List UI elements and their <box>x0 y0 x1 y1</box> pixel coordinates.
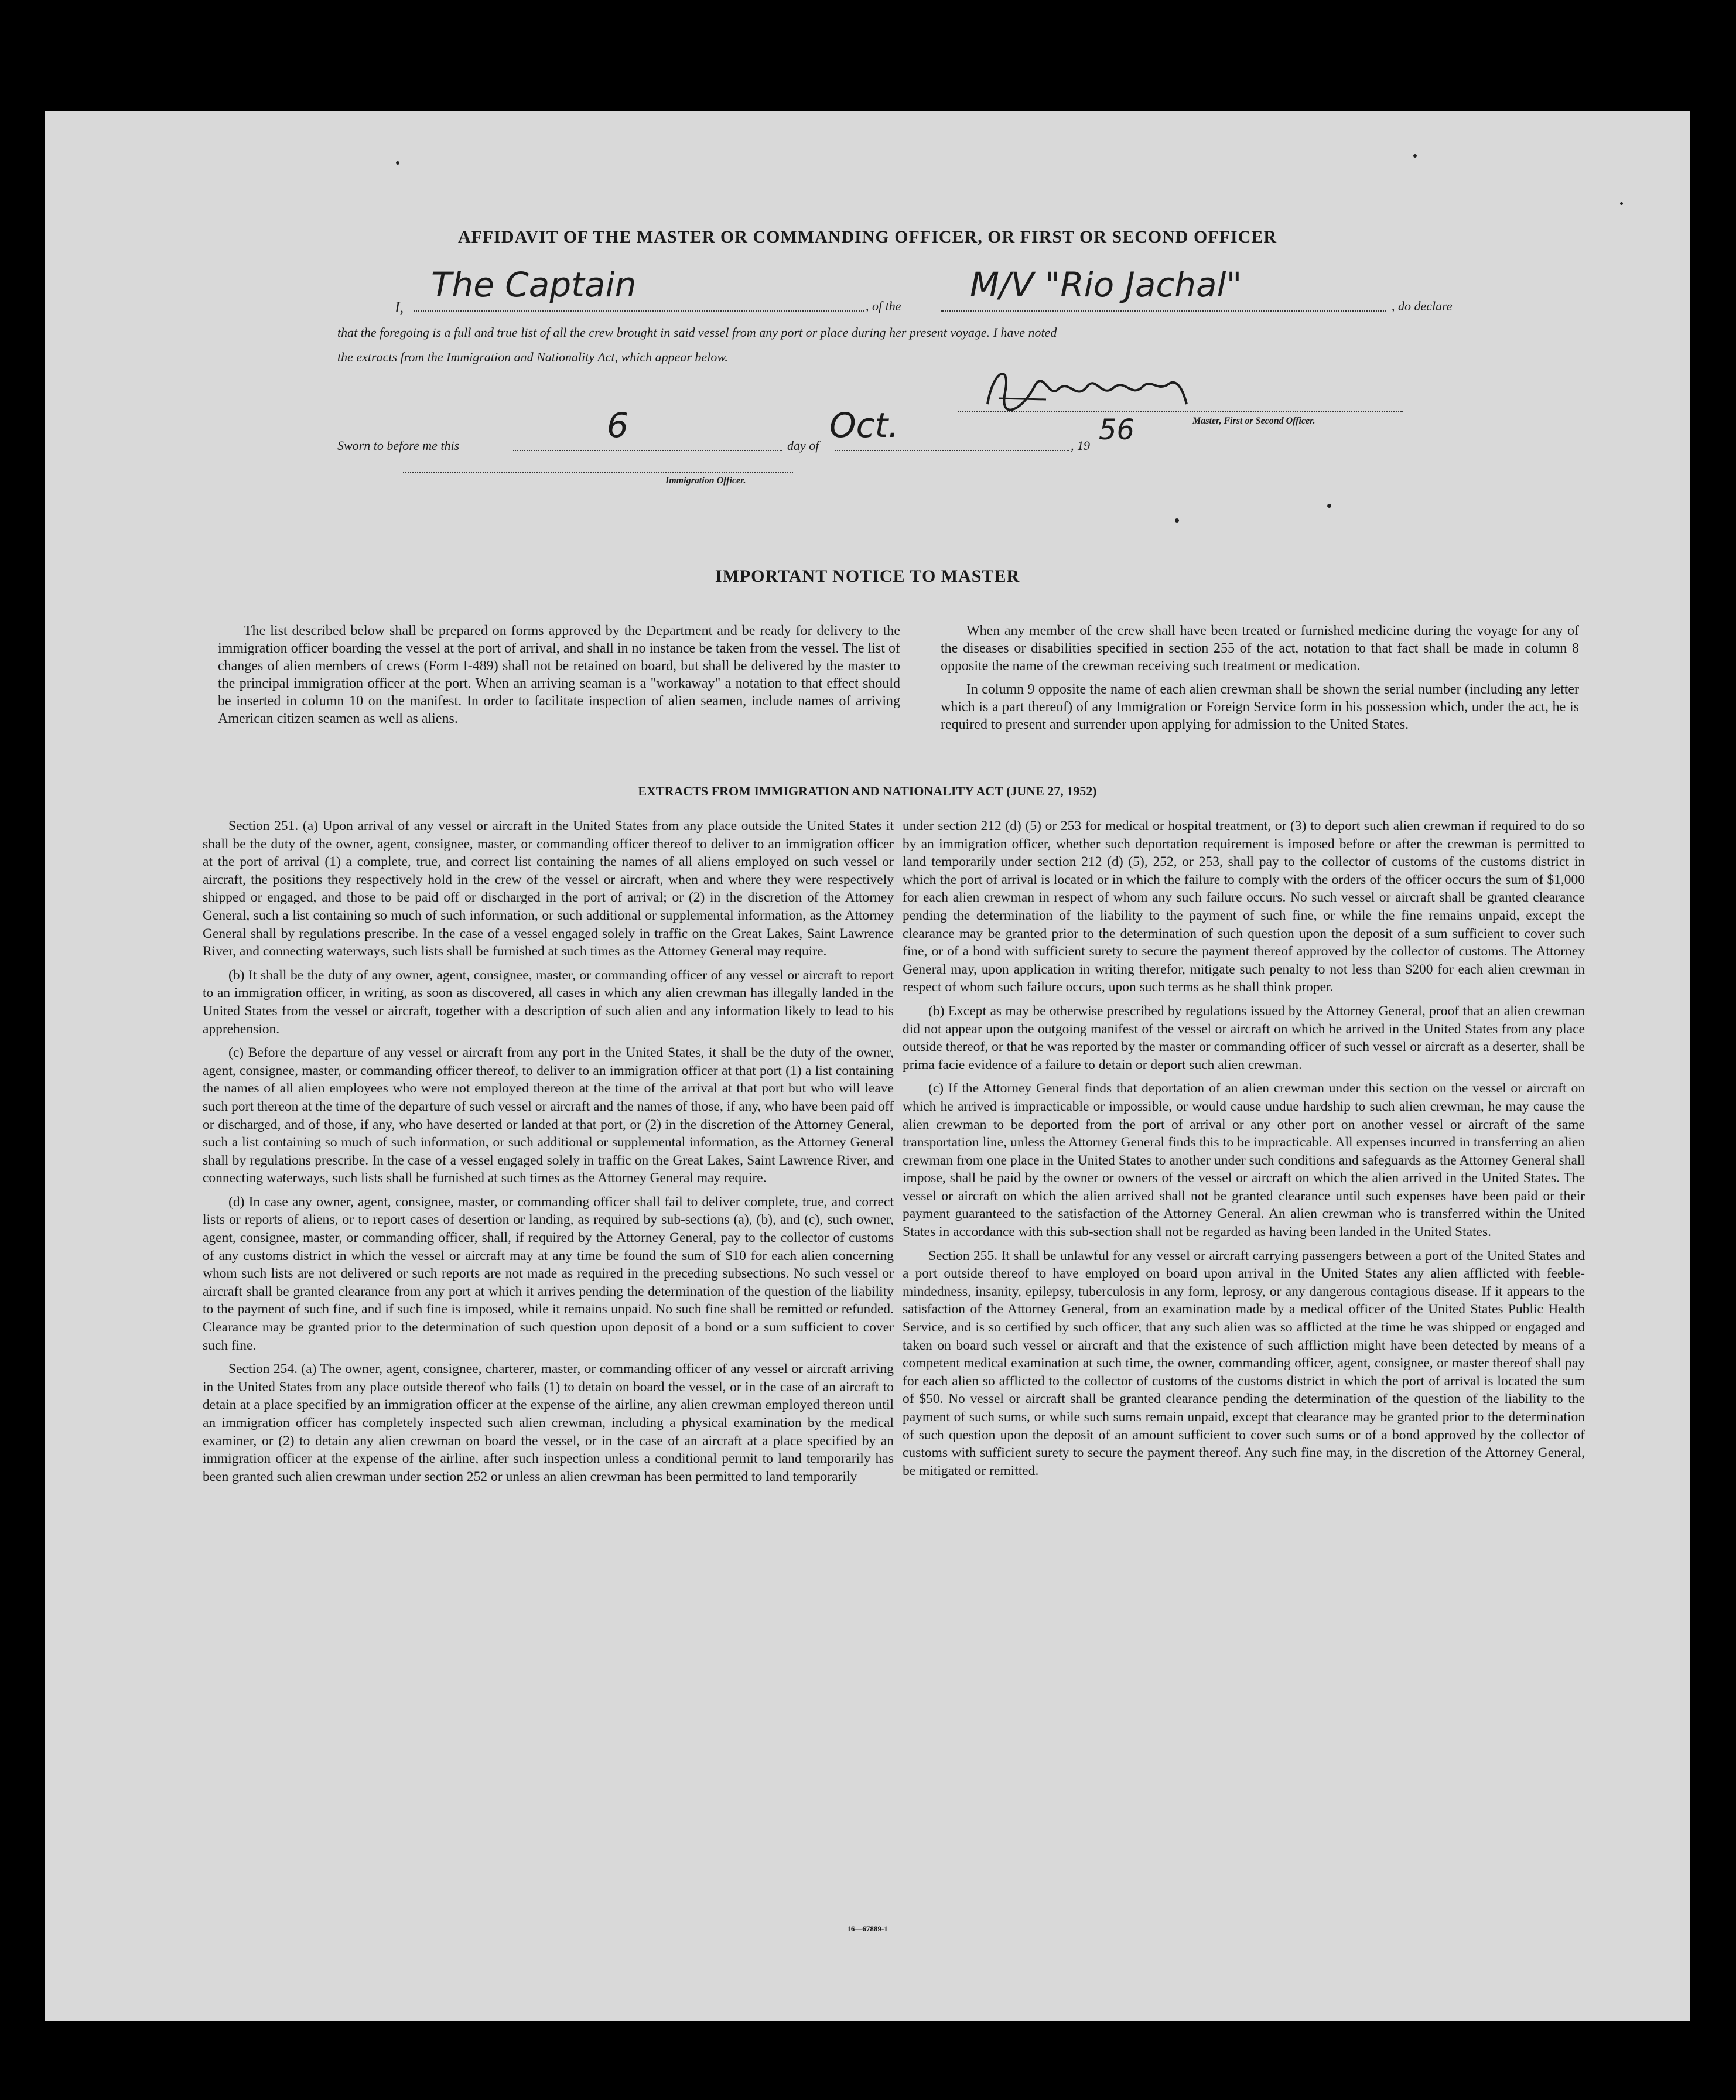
section-paragraph: (c) If the Attorney General finds that deportation of an alien crewman under this section on the vessel or aircraft on which he arrived is impracticable or impossible, or would cause undue hardship to such alien crewman, he may cause the alien crewman to be deported from the port of arrival or any other port on another vessel or aircraft of the same transportation line, unless the Attorney General finds this to be impracticable. All expenses incurred in transferring an alien crewman from one place in the United States to another under such conditions and safeguards as the Attorney General shall impose, shall be paid by the owner or owners of the vessel or aircraft on which the alien arrived in the United States. The vessel or aircraft on which the alien arrived shall not be granted clearance until such expenses have been paid or their payment guaranteed to the satisfaction of the Attorney General. An alien crewman who is transferred within the United States in accordance with this sub-section shall not be regarded as having been landed in the United States. <box>903 1081 1585 1240</box>
extracts-title: EXTRACTS FROM IMMIGRATION AND NATIONALITY ACT (JUNE 27, 1952) <box>638 784 1097 798</box>
year-value: 56 <box>1099 414 1135 446</box>
of-the-label: , of the <box>866 299 901 313</box>
statement-line-2: the extracts from the Immigration and Nationality Act, which appear below. <box>337 350 728 364</box>
vessel-line <box>941 310 1386 312</box>
notice-paragraph: The list described below shall be prepared on forms approved by the Department and be ready for delivery to the immigration officer boarding the vessel at the port of arrival, and shall in no instance be taken from the vessel. The list of changes of alien members of crews (Form I-489) shall not be retained on board, but shall be delivered by the master to the principal immigration officer at the port. When an arriving seaman is a "workaway" a notation to that effect should be inserted in column 10 on the manifest. In order to facilitate inspection of alien seamen, include names of arriving American citizen seamen as well as aliens. <box>218 623 900 726</box>
section-paragraph: Section 251. (a) Upon arrival of any vessel or aircraft in the United States from any place outside the United States it shall be the duty of the owner, agent, consignee, master, or commanding officer thereof to deliver to an immigration officer at the port of arrival (1) a complete, true, and correct list containing the names of all aliens employed on such vessel or aircraft, the positions they respectively hold in the crew of the vessel or aircraft, when and where they were respectively shipped or engaged, and those to be paid off or discharged in the port of arrival; or (2) in the discretion of the Attorney General, such a list containing so much of such information, or such additional or supplemental information, as the Attorney General shall by regulations prescribe. In the case of a vessel engaged solely in traffic on the Great Lakes, Saint Lawrence River, and connecting waterways, such lists shall be furnished at such times as the Attorney General may require. <box>203 818 894 959</box>
extracts-left-column <box>203 817 894 1491</box>
scan-speck <box>1327 504 1331 508</box>
immigration-officer-line <box>403 472 793 473</box>
day-value: 6 <box>607 405 628 445</box>
section-paragraph: (d) In case any owner, agent, consignee, master, or commanding officer shall fail to deliver complete, true, and correct lists or reports of aliens, or to report cases of desertion or landing, as required by sub-sections (a), (b), and (c), such owner, agent, consignee, master, or commanding officer, shall, if required by the Attorney General, pay to the collector of customs of any customs district in which the vessel or aircraft may at any time be found the sum of $10 for each alien concerning whom such lists are not delivered or such reports are not made as required in the preceding subsections. No such vessel or aircraft shall be granted clearance from any port at which it arrives pending the determination of the question of the liability to the payment of such fine, and if such fine is imposed, while it remains unpaid. No such fine shall be remitted or refunded. Clearance may be granted prior to the determination of such question upon deposit of a bond or a sum sufficient to cover such fine. <box>203 1194 894 1353</box>
notice-paragraph: In column 9 opposite the name of each alien crewman shall be shown the serial number (including any letter which is a part thereof) of any Immigration or Foreign Service form in his possession which, under the act, he is required to present and surrender upon applying for admission to the United States. <box>941 682 1579 732</box>
scan-speck <box>1413 154 1417 158</box>
day-line <box>513 450 782 451</box>
captain-signature: The Captain <box>431 265 637 305</box>
notice-title: IMPORTANT NOTICE TO MASTER <box>715 566 1020 586</box>
statement-line-1: that the foregoing is a full and true list of all the crew brought in said vessel from any port or place during her present voyage. I have noted <box>337 325 1057 340</box>
declare-label: , do declare <box>1392 299 1453 313</box>
sworn-label: Sworn to before me this <box>337 438 460 453</box>
section-paragraph: (c) Before the departure of any vessel or aircraft from any port in the United States, it shall be the duty of the owner, agent, consignee, master, or commanding officer thereof, to deliver to an immigration officer at that port (1) a list containing the names of all alien employees who were not employed thereon at the time of the arrival at that port but who will leave such port thereon at the time of the departure of such vessel or aircraft and the names of those, if any, who have been paid off or discharged, and of those, if any, who have deserted or landed at that port, or (2) in the discretion of the Attorney General, such a list containing so much of such information, or such additional or supplemental information, as the Attorney General shall by regulations prescribe. In the case of a vessel engaged solely in traffic on the Great Lakes, Saint Lawrence River, and connecting waterways, such lists shall be furnished at such times as the Attorney General may require. <box>203 1045 894 1186</box>
scan-speck <box>1620 202 1623 205</box>
notice-paragraph: When any member of the crew shall have been treated or furnished medicine during the voyage for any of the diseases or disabilities specified in section 255 of the act, notation to that fact shall be made in column 8 opposite the name of the crewman receiving such treatment or medication. <box>941 623 1579 674</box>
notice-right-column <box>941 622 1579 739</box>
i-label: I, <box>395 299 404 316</box>
affidavit-title: AFFIDAVIT OF THE MASTER OR COMMANDING OFFICER, OR FIRST OR SECOND OFFICER <box>457 227 1277 247</box>
scan-speck <box>1175 518 1179 523</box>
section-paragraph: (b) It shall be the duty of any owner, agent, consignee, master, or commanding officer of any vessel or aircraft to report to an immigration officer, in writing, as soon as discovered, all cases in which any alien crewman has illegally landed in the United States from the vessel or aircraft, together with a description of such alien and any information likely to lead to his apprehension. <box>203 967 894 1037</box>
month-value: Oct. <box>829 405 899 445</box>
section-paragraph: Section 255. It shall be unlawful for any vessel or aircraft carrying passengers between a port of the United States and a port outside thereof to have employed on board upon arrival in the United States any alien afflicted with feeble-mindedness, insanity, epilepsy, tuberculosis in any form, leprosy, or any dangerous contagious disease. If it appears to the satisfaction of the Attorney General, from an examination made by a medical officer of the United States Public Health Service, and is so certified by such officer, that any such alien was so afflicted at the time he was shipped or engaged and taken on board such vessel or aircraft and that the existence of such affliction might have been detected by means of a competent medical examination at such time, the owner, commanding officer, agent, consignee, or master thereof shall pay for each alien so afflicted to the collector of customs of the customs district in which the port of arrival is located the sum of $50. No vessel or aircraft shall be granted clearance pending the determination of the question of the liability to the payment of such sums, or while such sums remain unpaid, except that clearance may be granted prior to the determination of such question upon the deposit of an amount sufficient to cover such sums or of a bond approved by the collector of customs with sufficient surety to secure the payment thereof. Any such fine may, in the discretion of the Attorney General, be mitigated or remitted. <box>903 1248 1585 1478</box>
year-prefix: , 19 <box>1071 438 1090 453</box>
name-line <box>414 310 864 312</box>
section-paragraph: under section 212 (d) (5) or 253 for medical or hospital treatment, or (3) to deport such alien crewman if required to do so by an immigration officer, whether such deportation requirement is imposed before or after the crewman is permitted to land temporarily under section 212 (d) (5), 252, or 253, shall pay to the collector of customs of the customs district in which the port of arrival is located or in which the failure to comply with the orders of the officer occurs the sum of $1,000 for each alien crewman in respect of whom any such failure occurs. No such vessel or aircraft shall be granted clearance pending the determination of the liability to the payment of such fine, or while the fine remains unpaid, except the clearance may be granted prior to the determination of such question upon the deposit of a sum sufficient to cover such fine, or of a bond with sufficient surety to secure the payment thereof approved by the collector of customs. The Attorney General may, upon application in writing therefor, mitigate such penalty to not less than $200 for each alien crewman in respect of whom such failure occurs, upon such terms as he shall think proper. <box>903 818 1585 995</box>
section-paragraph: (b) Except as may be otherwise prescribed by regulations issued by the Attorney General, proof that an alien crewman did not appear upon the outgoing manifest of the vessel or aircraft on which he arrived in the United States from any place outside thereof, or that he was reported by the master or commanding officer of such vessel or aircraft as a deserter, shall be prima facie evidence of a failure to detain or deport such alien crewman. <box>903 1003 1585 1073</box>
vessel-name: M/V "Rio Jachal" <box>970 265 1242 305</box>
form-number: 16—67889-1 <box>847 1924 888 1933</box>
master-signature-line <box>958 411 1403 412</box>
master-caption: Master, First or Second Officer. <box>1192 416 1315 426</box>
month-line <box>835 450 1069 451</box>
notice-left-column <box>218 622 900 733</box>
scan-speck <box>396 161 399 165</box>
section-paragraph: Section 254. (a) The owner, agent, consignee, charterer, master, or commanding officer of any vessel or aircraft arriving in the United States from any place outside thereof who fails (1) to detain on board the vessel, or in the case of an aircraft to detain at a place specified by an immigration officer at the expense of the airline, any alien crewman employed thereon until an immigration officer has completely inspected such alien crewman, including a physical examination by the medical examiner, or (2) to detain any alien crewman on board the vessel, or in the case of an aircraft at a place specified by an immigration officer at the expense of the airline, after such inspection unless a conditional permit to land temporarily has been granted such alien crewman under section 252 or unless an alien crewman has been permitted to land temporarily <box>203 1361 894 1484</box>
immigration-officer-caption: Immigration Officer. <box>665 476 746 486</box>
extracts-right-column <box>903 817 1585 1486</box>
document-page <box>45 111 1690 2021</box>
day-of-label: day of <box>787 438 819 453</box>
